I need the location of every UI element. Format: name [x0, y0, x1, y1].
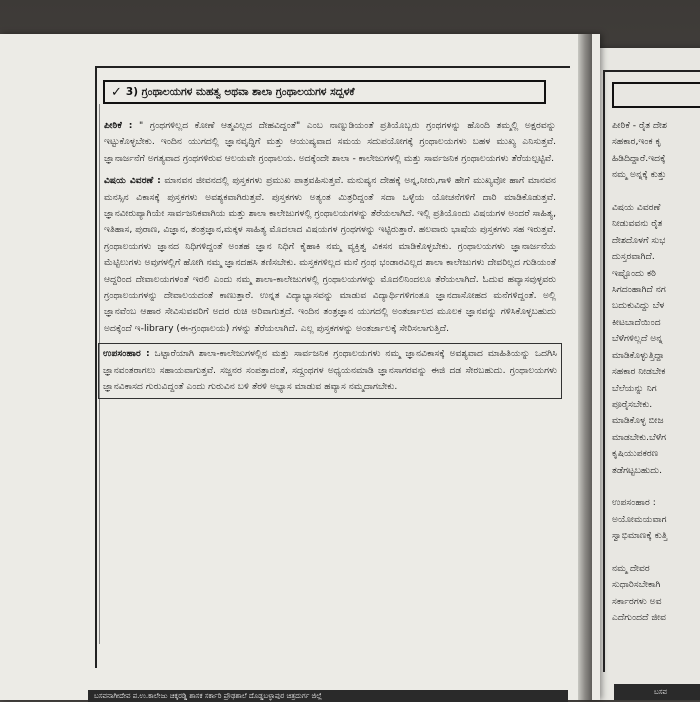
- right-column-line: ಕೀಟಬಾದೆಯಿಂದ: [612, 316, 661, 328]
- book-gutter: [578, 34, 592, 700]
- right-column-line: ಸಹಕಾರ,ಇಂಕ ಕೃ: [612, 136, 662, 148]
- right-column-line: ನಮ್ಮ ದೇವರ: [612, 562, 650, 574]
- right-column-line: ಬದುಕುವಿದ್ದು ಬೆಳ: [612, 300, 665, 312]
- paragraph-text: ಒಟ್ಟಾರೆಯಾಗಿ ಶಾಲಾ-ಕಾಲೇಜುಗಳಲ್ಲಿನ ಮತ್ತು ಸಾರ್ವಜನಿಕ ಗ್ರಂಥಾಲಯಗಳು ನಮ್ಮ ಜ್ಞಾನವಿಕಾಸಕ್ಕೆ ಅವಶ್ಯವಾದ ಮಾಹಿತಿಯನ್ನು ಒದಗಿಸಿ ಜ್ಞಾನವಂತರಾಗಲು ಸಹಾಯವಾಗುತ್ತವೆ. ಸಜ್ಜನರ ಸಂಪತ್ತಾದಂತೆ, ಸದ್ಗ್ರಂಥಗಳ ಅಧ್ಯಯನಮಾಡಿ ಜ್ಞಾನಸಾಗರವನ್ನು ಈಜಿ ದಡ ಸೇರಬಹುದು. ಗ್ರಂಥಾಲಯಗಳು ಜ್ಞಾನವಿಕಾಸದ ಗುರುವಿದ್ದಂತೆ ಎಂದು ಗುರುವಿನ ಬಳಿ ತೆರಳಿ ಅಭ್ಯಾಸ ಮಾಡುವ ಹವ್ಯಾಸ ನಮ್ಮದಾಗಬೇಕು.: [103, 348, 557, 393]
- right-title-box: [612, 82, 700, 108]
- paragraph-heading: ಪೀಠಿಕೆ :: [104, 120, 133, 131]
- paragraph-text: ಮಾನವನ ಜೀವನದಲ್ಲಿ ಪುಸ್ತಕಗಳು ಪ್ರಮುಖ ಪಾತ್ರವಹಿಸುತ್ತವೆ. ಮನುಷ್ಯನ ದೇಹಕ್ಕೆ ಅನ್ನ,ನೀರು,ಗಾಳಿ ಹೇಗೆ ಮುಖ್ಯವೋ ಹಾಗೆ ಮಾನವನ ಮನಸ್ಸಿನ ವಿಕಾಸಕ್ಕೆ ಪುಸ್ತಕಗಳು ಅವಶ್ಯಕವಾಗಿರುತ್ತವೆ. ಪುಸ್ತಕಗಳು ಅತ್ಯಂತ ಮಿತ್ರರಿದ್ದಂತೆ ಸದಾ ಒಳ್ಳೆಯ ಯೋಚನೆಗಳಿಗೆ ದಾರಿ ಮಾಡಿಕೊಡುತ್ತವೆ. ಜ್ಞಾನವೀರುಪ್ಯಾಗಿಯೇ ಸಾರ್ವಜನಿಕವಾಗಿಯ ಮತ್ತು ಶಾಲಾ ಕಾಲೇಜುಗಳಲ್ಲಿ ಗ್ರಂಥಾಲಯಗಳನ್ನು ತೆರೆಯಲಾಗಿದೆ. ಇಲ್ಲಿ ಪ್ರತಿಯೊಂದು ವಿಷಯಗಳ ಅಂದರೆ ಸಾಹಿತ್ಯ, ಇತಿಹಾಸ, ಪುರಾಣ, ವಿಜ್ಞಾನ, ತಂತ್ರಜ್ಞಾನ,ಮಕ್ಕಳ ಸಾಹಿತ್ಯ ಮೊದಲಾದ ವಿಷಯಗಳ ಗ್ರಂಥಗಳನ್ನು ಇಟ್ಟಿರುತ್ತಾರೆ. ಹಲವಾರು ಭಾಷೆಯ ಪುಸ್ತಕಗಳು ಸಹ ಇರುತ್ತವೆ. ಗ್ರಂಥಾಲಯಗಳು ಜ್ಞಾನದ ನಿಧಿಗಳಿದ್ದಂತೆ ಅಂತಹ ಜ್ಞಾನ ನಿಧಿಗೆ ಕೈಹಾಕಿ ನಮ್ಮ ವ್ಯಕ್ತಿತ್ವ ವಿಕಸನ ಮಾಡಿಕೊಳ್ಳಬೇಕು. ಗ್ರಂಥಾಲಯಗಳು ಜ್ಞಾನಾರ್ಜನೆಯ ಮೆಟ್ಟಿಲುಗಳು ಅವುಗಳಲ್ಲಿಗೆ ಹೋಗಿ ನಮ್ಮ ಜ್ಞಾನದಹಸಿ ತಣಿಸಬೇಕು. ಮಸ್ತಕಗಳಿಲ್ಲದ ಮನೆ ಗ್ರಂಥ ಭಂಡಾರವಿಲ್ಲದ ಶಾಲಾ ಕಾಲೇಜುಗಳು ದೇವರಿಲ್ಲದ ಗುಡಿಯಂತೆ ಆದ್ದರಿಂದ ದೇವಾಲಯಗಳಂತೆ ಇರಲಿ ಎಂದು ನಮ್ಮ ಶಾಲಾ-ಕಾಲೇಜುಗಳಲ್ಲಿ ಗ್ರಂಥಾಲಯಗಳನ್ನು ಮೊದಲಿನಿಂದಲೂ ತೆರೆಯಲಾಗಿದೆ. ಓದುವ ಹವ್ಯಾಸವುಳ್ಳವರು ಗ್ರಂಥಾಲಯಗಳನ್ನು ದೇವಾಲಯದಂತೆ ಕಾಣುತ್ತಾರೆ. ಉನ್ನತ ವಿದ್ಯಾಭ್ಯಾಸವನ್ನು ಮಾಡುವ ವಿದ್ಯಾರ್ಥಿಗಳಿಗಂತೂ ಜ್ಞಾನದಾಸೋಹದ ಮನೆಗಳಿದ್ದಂತೆ. ಅಲ್ಲಿ ಜ್ಞಾನವೆಂಬ ಆಹಾರ ಸೇವಿಸುವವರಿಗೆ ಅದರ ರುಚಿ ಅರಿವಾಗುತ್ತದೆ. ಇಂದಿನ ತಂತ್ರಜ್ಞಾನ ಯುಗದಲ್ಲಿ ಅಂತರ್ಜಾಲದ ಮೂಲಕ ಜ್ಞಾನವನ್ನು ಗಳಿಸಿಕೊಳ್ಳಬಹುದು ಅದಕ್ಕೆಂದೆ ಇ-library (ಈ-ಗ್ರಂಥಾಲಯ) ಗಳನ್ನು ತೆರೆಯಲಾಗಿದೆ. ಎಲ್ಲ ಪುಸ್ತಕಗಳನ್ನು ಅಂತರ್ಜಾಲಕ್ಕೆ ಸೇರಿಸಲಾಗುತ್ತಿದೆ.: [104, 175, 556, 334]
- right-column-line: ಸ್ವಾಭಿಮಾಣಕ್ಕೆ ಕುತ್ತಿ: [612, 530, 668, 542]
- right-column-line: ಕೃಷಿಯುಪಕರಣ: [612, 448, 659, 460]
- right-column-line: ವಿಷಯ ವಿವರಣೆ: [612, 202, 661, 214]
- essay-title-box: [103, 80, 546, 104]
- right-column-line: ದುಸ್ತರವಾಗಿದೆ.: [612, 251, 655, 263]
- right-column-line: ಮಾಡಿಕೊಳ್ಳುತ್ತಿದ್ದಾ: [612, 349, 665, 361]
- right-column-line: ತಡೆಗಟ್ಟಬಹುದು.: [612, 464, 663, 476]
- right-column-line: ನಮ್ಮ ಅನ್ನಕ್ಕೆ ಕುತ್ತು: [612, 169, 667, 181]
- conclusion-paragraph: [98, 343, 562, 398]
- right-page-column: [612, 118, 700, 627]
- right-column-line: [612, 545, 700, 561]
- right-column-line: ಬೆಲೆಯನ್ನು ನಿಗ: [612, 382, 657, 394]
- right-column-line: ಉಪಸಂಹಾರ :: [612, 497, 656, 509]
- right-column-line: ಹಿಡಿದಿದ್ದಾರೆ.ಇದಕ್ಕೆ: [612, 152, 666, 164]
- right-column-line: ನೀಡುವವನು ರೈತ: [612, 218, 663, 230]
- right-column-line: [612, 184, 700, 200]
- right-column-line: ಮಾಡಬೇಕು.ಬೆಳೆಗ: [612, 431, 667, 443]
- essay-body: [104, 118, 556, 405]
- right-page-footer: ಬಸವ: [614, 684, 700, 700]
- paragraph-text: " ಗ್ರಂಥಗಳಿಲ್ಲದ ಕೋಣೆ ಆತ್ಮವಿಲ್ಲದ ದೇಹವಿದ್ದಂತೆ" ಎಂಬ ನಾಣ್ನುಡಿಯಂತೆ ಪ್ರತಿಯೊಬ್ಬರು ಗ್ರಂಥಗಳನ್ನು ಹೊಂದಿ ತಮ್ಮಲ್ಲಿ ಅಕ್ಷರವನ್ನು ಇಟ್ಟುಕೊಳ್ಳಬೇಕು. ಇಂದಿನ ಯುಗದಲ್ಲಿ ಜ್ಞಾನವೃದ್ಧಿಗೆ ಮತ್ತು ಆಯುಷ್ಯವಾದ ಸಮಯ ಸದುಪಯೋಗಕ್ಕೆ ಗ್ರಂಥಾಲಯಗಳು ಬಹಳ ಮುಖ್ಯ ಎನಿಸುತ್ತವೆ. ಜ್ಞಾನಾರ್ಜನೆಗೆ ಅಗತ್ಯವಾದ ಗ್ರಂಥಗಳಿರುವ ಆಲಯವೇ ಗ್ರಂಥಾಲಯ. ಅದಕ್ಕೆಂದೇ ಶಾಲಾ - ಕಾಲೇಜುಗಳಲ್ಲಿ ಮತ್ತು ಸಾರ್ವಜನಿಕ ಗ್ರಂಥಾಲಯಗಳು ತೆರೆಯಲ್ಪಟ್ಟಿವೆ.: [104, 120, 556, 164]
- right-column-line: [612, 479, 700, 495]
- intro-paragraph: [104, 118, 556, 167]
- right-column-line: ಇಷ್ಟೊಂದು ಕಠಿ: [612, 267, 656, 279]
- essay-title: 3) ಗ್ರಂಥಾಲಯಗಳ ಮಹತ್ವ ಅಥವಾ ಶಾಲಾ ಗ್ರಂಥಾಲಯಗಳ ಸದ್ಬಳಕೆ: [125, 85, 355, 98]
- right-column-line: ಸಿಗದಂಹಾಗಿದೆ ನಗ: [612, 284, 666, 296]
- right-column-line: ಎದೆಗುಂದದೆ ಜೀವ: [612, 612, 667, 624]
- right-column-line: ಮಾಡಿಕೊಳ್ಳ ಬೀಜ: [612, 415, 664, 427]
- paragraph-heading: ಉಪಸಂಹಾರ :: [103, 348, 150, 360]
- right-column-line: ಪೀಠಿಕೆ - ರೈತ ದೇಶ: [612, 120, 667, 131]
- description-paragraph: [104, 173, 556, 337]
- right-column-line: ಅಯೋಮಯವಾಗ: [612, 513, 667, 525]
- right-column-line: ಸರ್ಕಾರಗಳು ಅವ: [612, 595, 662, 607]
- right-column-line: ಬೆಳೆಗಳಿಲ್ಲದೆ ಅನ್ನ: [612, 333, 663, 345]
- paragraph-heading: ವಿಷಯ ವಿವರಣೆ :: [104, 175, 161, 187]
- page-footer: ಬಸವನಾಗೀದೇವ ಪ.ಉ.ಕಾಲೇಜು ಚಿಕ್ಕರಡ್ಡಿ ಶಾಸಕ ಸರ್ಕಾರಿ ಪ್ರೌಢಶಾಲೆ ದೊಡ್ಡಬಳ್ಳಾಪುರ ಚಿತ್ರದುರ್ಗ ಜಿಲ್ಲೆ: [88, 690, 568, 702]
- right-column-line: ಪೂರೈಸಬೇಕು.: [612, 398, 653, 410]
- right-column-line: ದೇಶದೊಳಗೆ ಸುಭ: [612, 234, 666, 246]
- checkmark-icon: ✓: [111, 84, 122, 100]
- right-column-line: ಸಹಕಾರ ನೀಡಬೇಕ: [612, 366, 666, 378]
- right-column-line: ಸುಧಾರಿಸಬೇಕಾಗಿ: [612, 579, 661, 591]
